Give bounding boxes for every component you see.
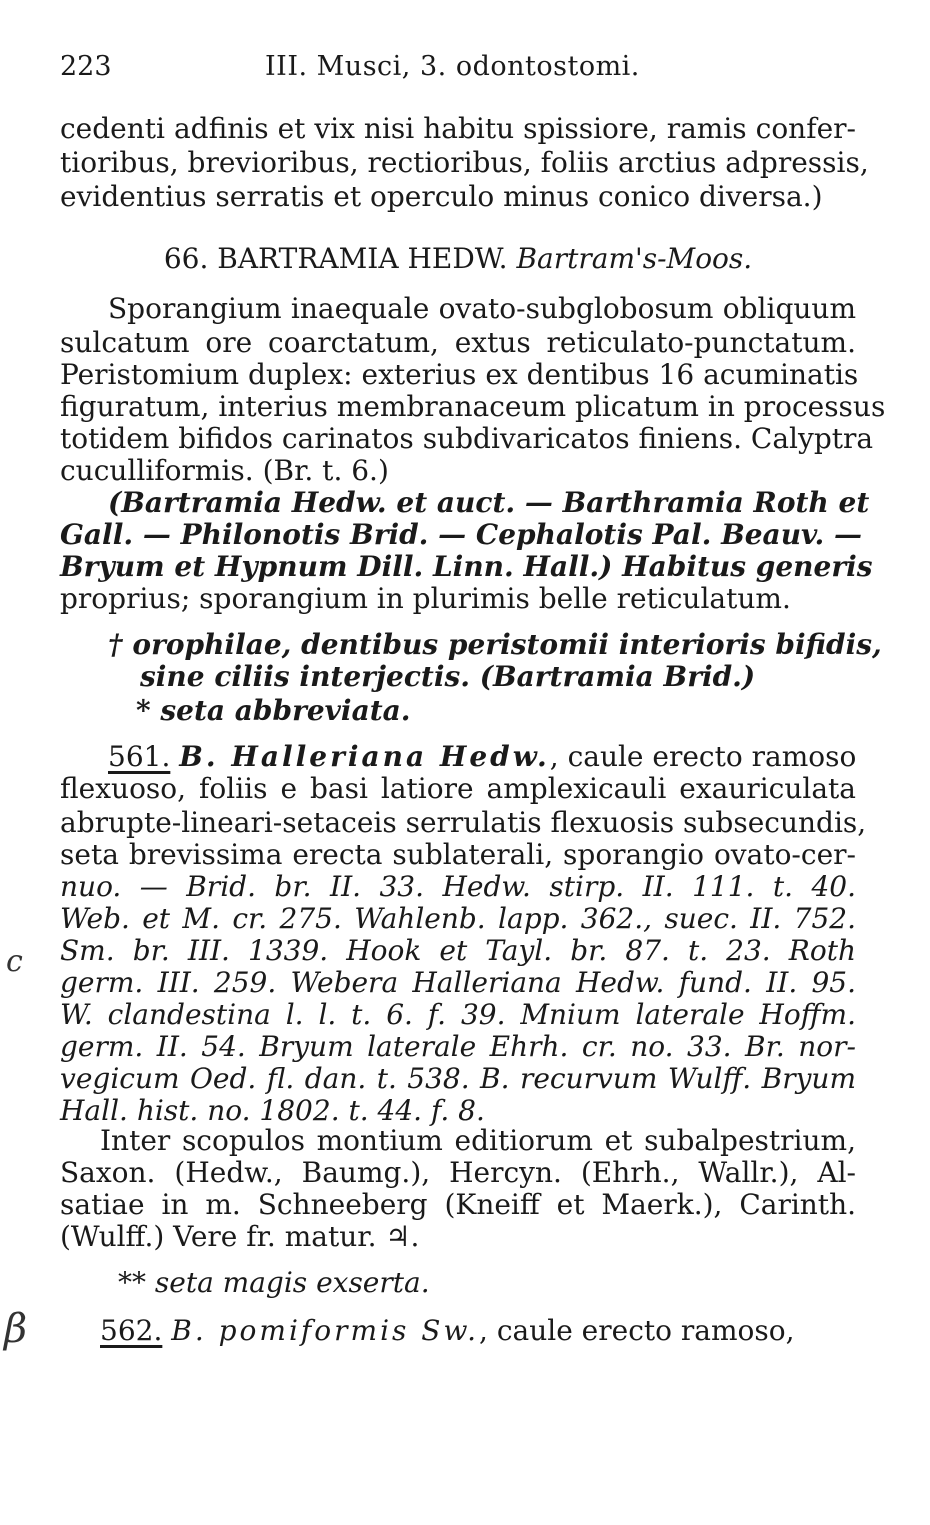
species-561-line-10: germ. II. 54. Bryum laterale Ehrh. cr. no. 33. Br. nor- xyxy=(60,1030,856,1063)
running-title: III. Musci, 3. odontostomi. xyxy=(265,51,640,82)
intro-line-1: cedenti adfinis et vix nisi habitu spissiore, ramis confer- xyxy=(60,112,856,145)
habitat-line-3: satiae in m. Schneeberg (Kneiff et Maerk.), Carinth. xyxy=(60,1188,856,1221)
species-562-name: B. pomiformis Sw. xyxy=(171,1314,480,1347)
species-561-line-4: seta brevissima erecta sublaterali, sporangio ovato-cer- xyxy=(60,838,856,871)
species-561-line-5: nuo. — Brid. br. II. 33. Hedw. stirp. II. 111. t. 40. xyxy=(60,870,856,903)
genus-name: BARTRAMIA HEDW. xyxy=(217,242,508,275)
species-561-line-6: Web. et M. cr. 275. Wahlenb. lapp. 362., suec. II. 752. xyxy=(60,902,856,935)
species-561-line-11: vegicum Oed. fl. dan. t. 538. B. recurvum Wulff. Bryum xyxy=(60,1062,856,1095)
synonym-line-1: (Bartramia Hedw. et auct. — Barthramia Roth et xyxy=(108,486,870,519)
habitat-line-4: (Wulff.) Vere fr. matur. ♃. xyxy=(60,1220,420,1253)
synonym-line-4: proprius; sporangium in plurimis belle reticulatum. xyxy=(60,582,791,615)
description-line-2: sulcatum ore coarctatum, extus reticulato-punctatum. xyxy=(60,326,856,359)
description-line-1: Sporangium inaequale ovato-subglobosum obliquum xyxy=(108,292,856,325)
species-562-heading xyxy=(100,1314,856,1348)
description-line-5: totidem bifidos carinatos subdivaricatos finiens. Calyptra xyxy=(60,422,874,455)
species-561-line-12: Hall. hist. no. 1802. t. 44. f. 8. xyxy=(60,1094,485,1127)
genus-heading xyxy=(60,242,856,276)
section-heading-line-1: † orophilae, dentibus peristomii interioris bifidis, xyxy=(108,628,882,661)
species-561-line-3: abrupte-lineari-setaceis serrulatis flexuosis subsecundis, xyxy=(60,806,867,839)
section-heading-line-2: sine ciliis interjectis. (Bartramia Brid.) xyxy=(140,660,756,693)
species-561-line-9: W. clandestina l. l. t. 6. f. 39. Mnium laterale Hoffm. xyxy=(60,998,856,1031)
species-562-diagnosis-start: , caule erecto ramoso, xyxy=(479,1314,795,1347)
description-line-6: cuculliformis. (Br. t. 6.) xyxy=(60,454,389,487)
species-561-name: B. Halleriana Hedw. xyxy=(179,740,550,773)
genus-number: 66. xyxy=(163,242,209,275)
synonym-line-2: Gall. — Philonotis Brid. — Cephalotis Pal. Beauv. — xyxy=(60,518,863,551)
intro-line-3: evidentius serratis et operculo minus conico diversa.) xyxy=(60,180,823,213)
species-561-line-8: germ. III. 259. Webera Halleriana Hedw. fund. II. 95. xyxy=(60,966,856,999)
species-561-line-2: flexuoso, foliis e basi latiore amplexicauli exauriculata xyxy=(60,772,856,805)
species-561-heading xyxy=(108,740,856,774)
species-561-diagnosis-start: , caule erecto ramoso xyxy=(549,740,857,773)
subsection-abbreviata: * seta abbreviata. xyxy=(136,694,411,727)
synonym-line-3: Bryum et Hypnum Dill. Linn. Hall.) Habitus generis xyxy=(60,550,873,583)
margin-mark-beta: β xyxy=(4,1306,28,1352)
page-number: 223 xyxy=(60,51,112,82)
description-line-3: Peristomium duplex: exterius ex dentibus 16 acuminatis xyxy=(60,358,859,391)
description-line-4: figuratum, interius membranaceum plicatum in processus xyxy=(60,390,886,423)
species-561-number: 561. xyxy=(108,740,171,773)
habitat-line-1: Inter scopulos montium editiorum et subalpestrium, xyxy=(100,1124,856,1157)
margin-mark-c: c xyxy=(6,944,23,979)
subsection-exserta: ** seta magis exserta. xyxy=(118,1266,430,1299)
genus-common-name: Bartram's-Moos. xyxy=(516,242,753,275)
habitat-line-2: Saxon. (Hedw., Baumg.), Hercyn. (Ehrh., Wallr.), Al- xyxy=(60,1156,856,1189)
intro-line-2: tioribus, brevioribus, rectioribus, foliis arctius adpressis, xyxy=(60,146,869,179)
species-561-line-7: Sm. br. III. 1339. Hook et Tayl. br. 87. t. 23. Roth xyxy=(60,934,856,967)
species-562-number: 562. xyxy=(100,1314,163,1347)
